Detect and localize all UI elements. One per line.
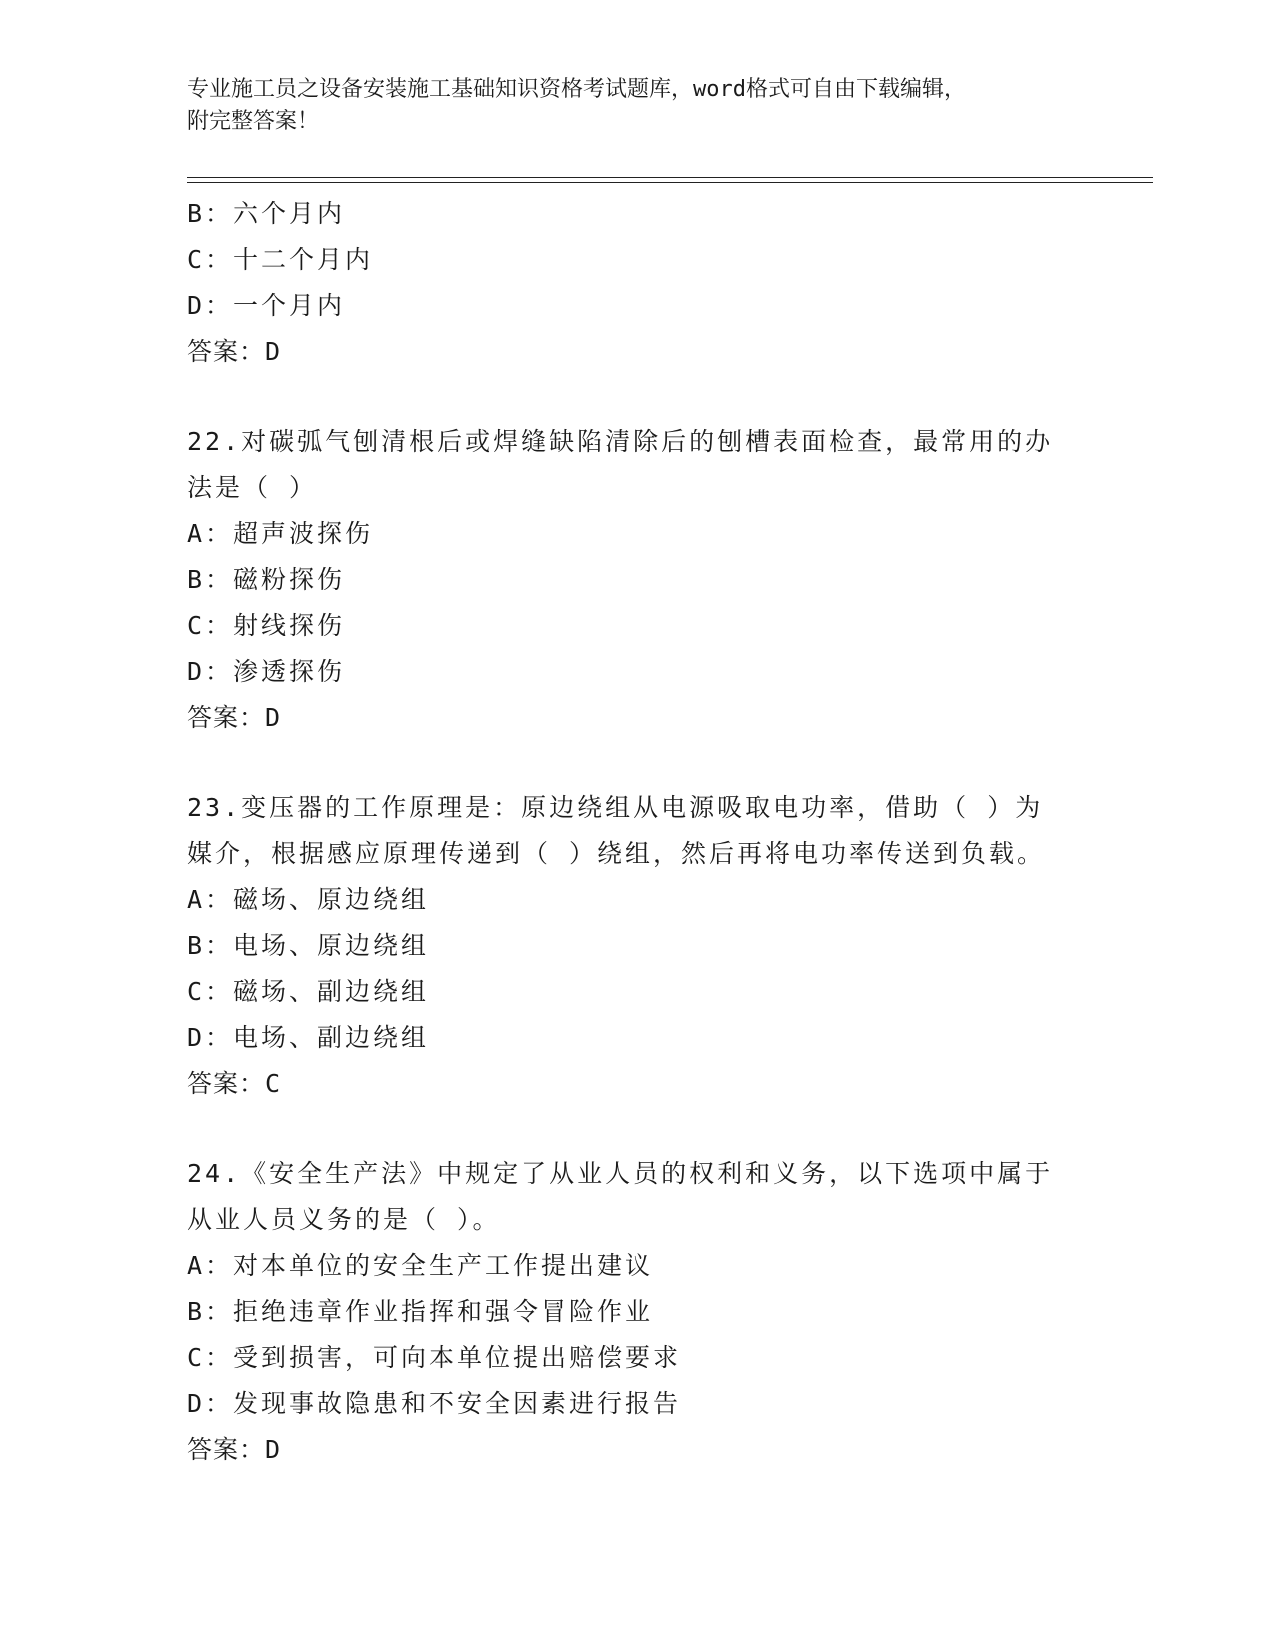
question-stem-line-1: 22.对碳弧气刨清根后或焊缝缺陷清除后的刨槽表面检查，最常用的办: [187, 427, 1054, 456]
option-c: C：十二个月内: [187, 245, 374, 274]
question-stem-line-2: 法是（ ）: [187, 473, 318, 502]
header-divider: [187, 177, 1153, 183]
partial-question: [187, 191, 1147, 375]
question-stem-line-2: 从业人员义务的是（ ）。: [187, 1205, 501, 1234]
question-22: [187, 419, 1147, 741]
answer: 答案：D: [187, 1435, 282, 1464]
document-header: [187, 74, 1067, 138]
header-line-1: 专业施工员之设备安装施工基础知识资格考试题库，word格式可自由下载编辑，: [187, 77, 966, 102]
option-b: B：拒绝违章作业指挥和强令冒险作业: [187, 1297, 654, 1326]
question-23: [187, 785, 1147, 1107]
option-c: C：磁场、副边绕组: [187, 977, 430, 1006]
option-a: A：对本单位的安全生产工作提出建议: [187, 1251, 654, 1280]
option-d: D：电场、副边绕组: [187, 1023, 430, 1052]
answer: 答案：D: [187, 337, 282, 366]
question-stem-line-1: 23.变压器的工作原理是：原边绕组从电源吸取电功率，借助（ ）为: [187, 793, 1044, 822]
option-d: D：发现事故隐患和不安全因素进行报告: [187, 1389, 682, 1418]
option-c: C：受到损害，可向本单位提出赔偿要求: [187, 1343, 682, 1372]
option-a: A：超声波探伤: [187, 519, 374, 548]
option-d: D：渗透探伤: [187, 657, 346, 686]
option-d: D：一个月内: [187, 291, 346, 320]
question-24: [187, 1151, 1147, 1473]
header-line-2: 附完整答案！: [187, 109, 320, 134]
option-c: C：射线探伤: [187, 611, 346, 640]
answer: 答案：C: [187, 1069, 282, 1098]
option-a: A：磁场、原边绕组: [187, 885, 430, 914]
question-stem-line-1: 24.《安全生产法》中规定了从业人员的权利和义务，以下选项中属于: [187, 1159, 1054, 1188]
option-b: B：电场、原边绕组: [187, 931, 430, 960]
question-stem-line-2: 媒介，根据感应原理传递到（ ）绕组，然后再将电功率传送到负载。: [187, 839, 1046, 868]
option-b: B：六个月内: [187, 199, 346, 228]
option-b: B：磁粉探伤: [187, 565, 346, 594]
question-content: [187, 191, 1147, 1473]
answer: 答案：D: [187, 703, 282, 732]
